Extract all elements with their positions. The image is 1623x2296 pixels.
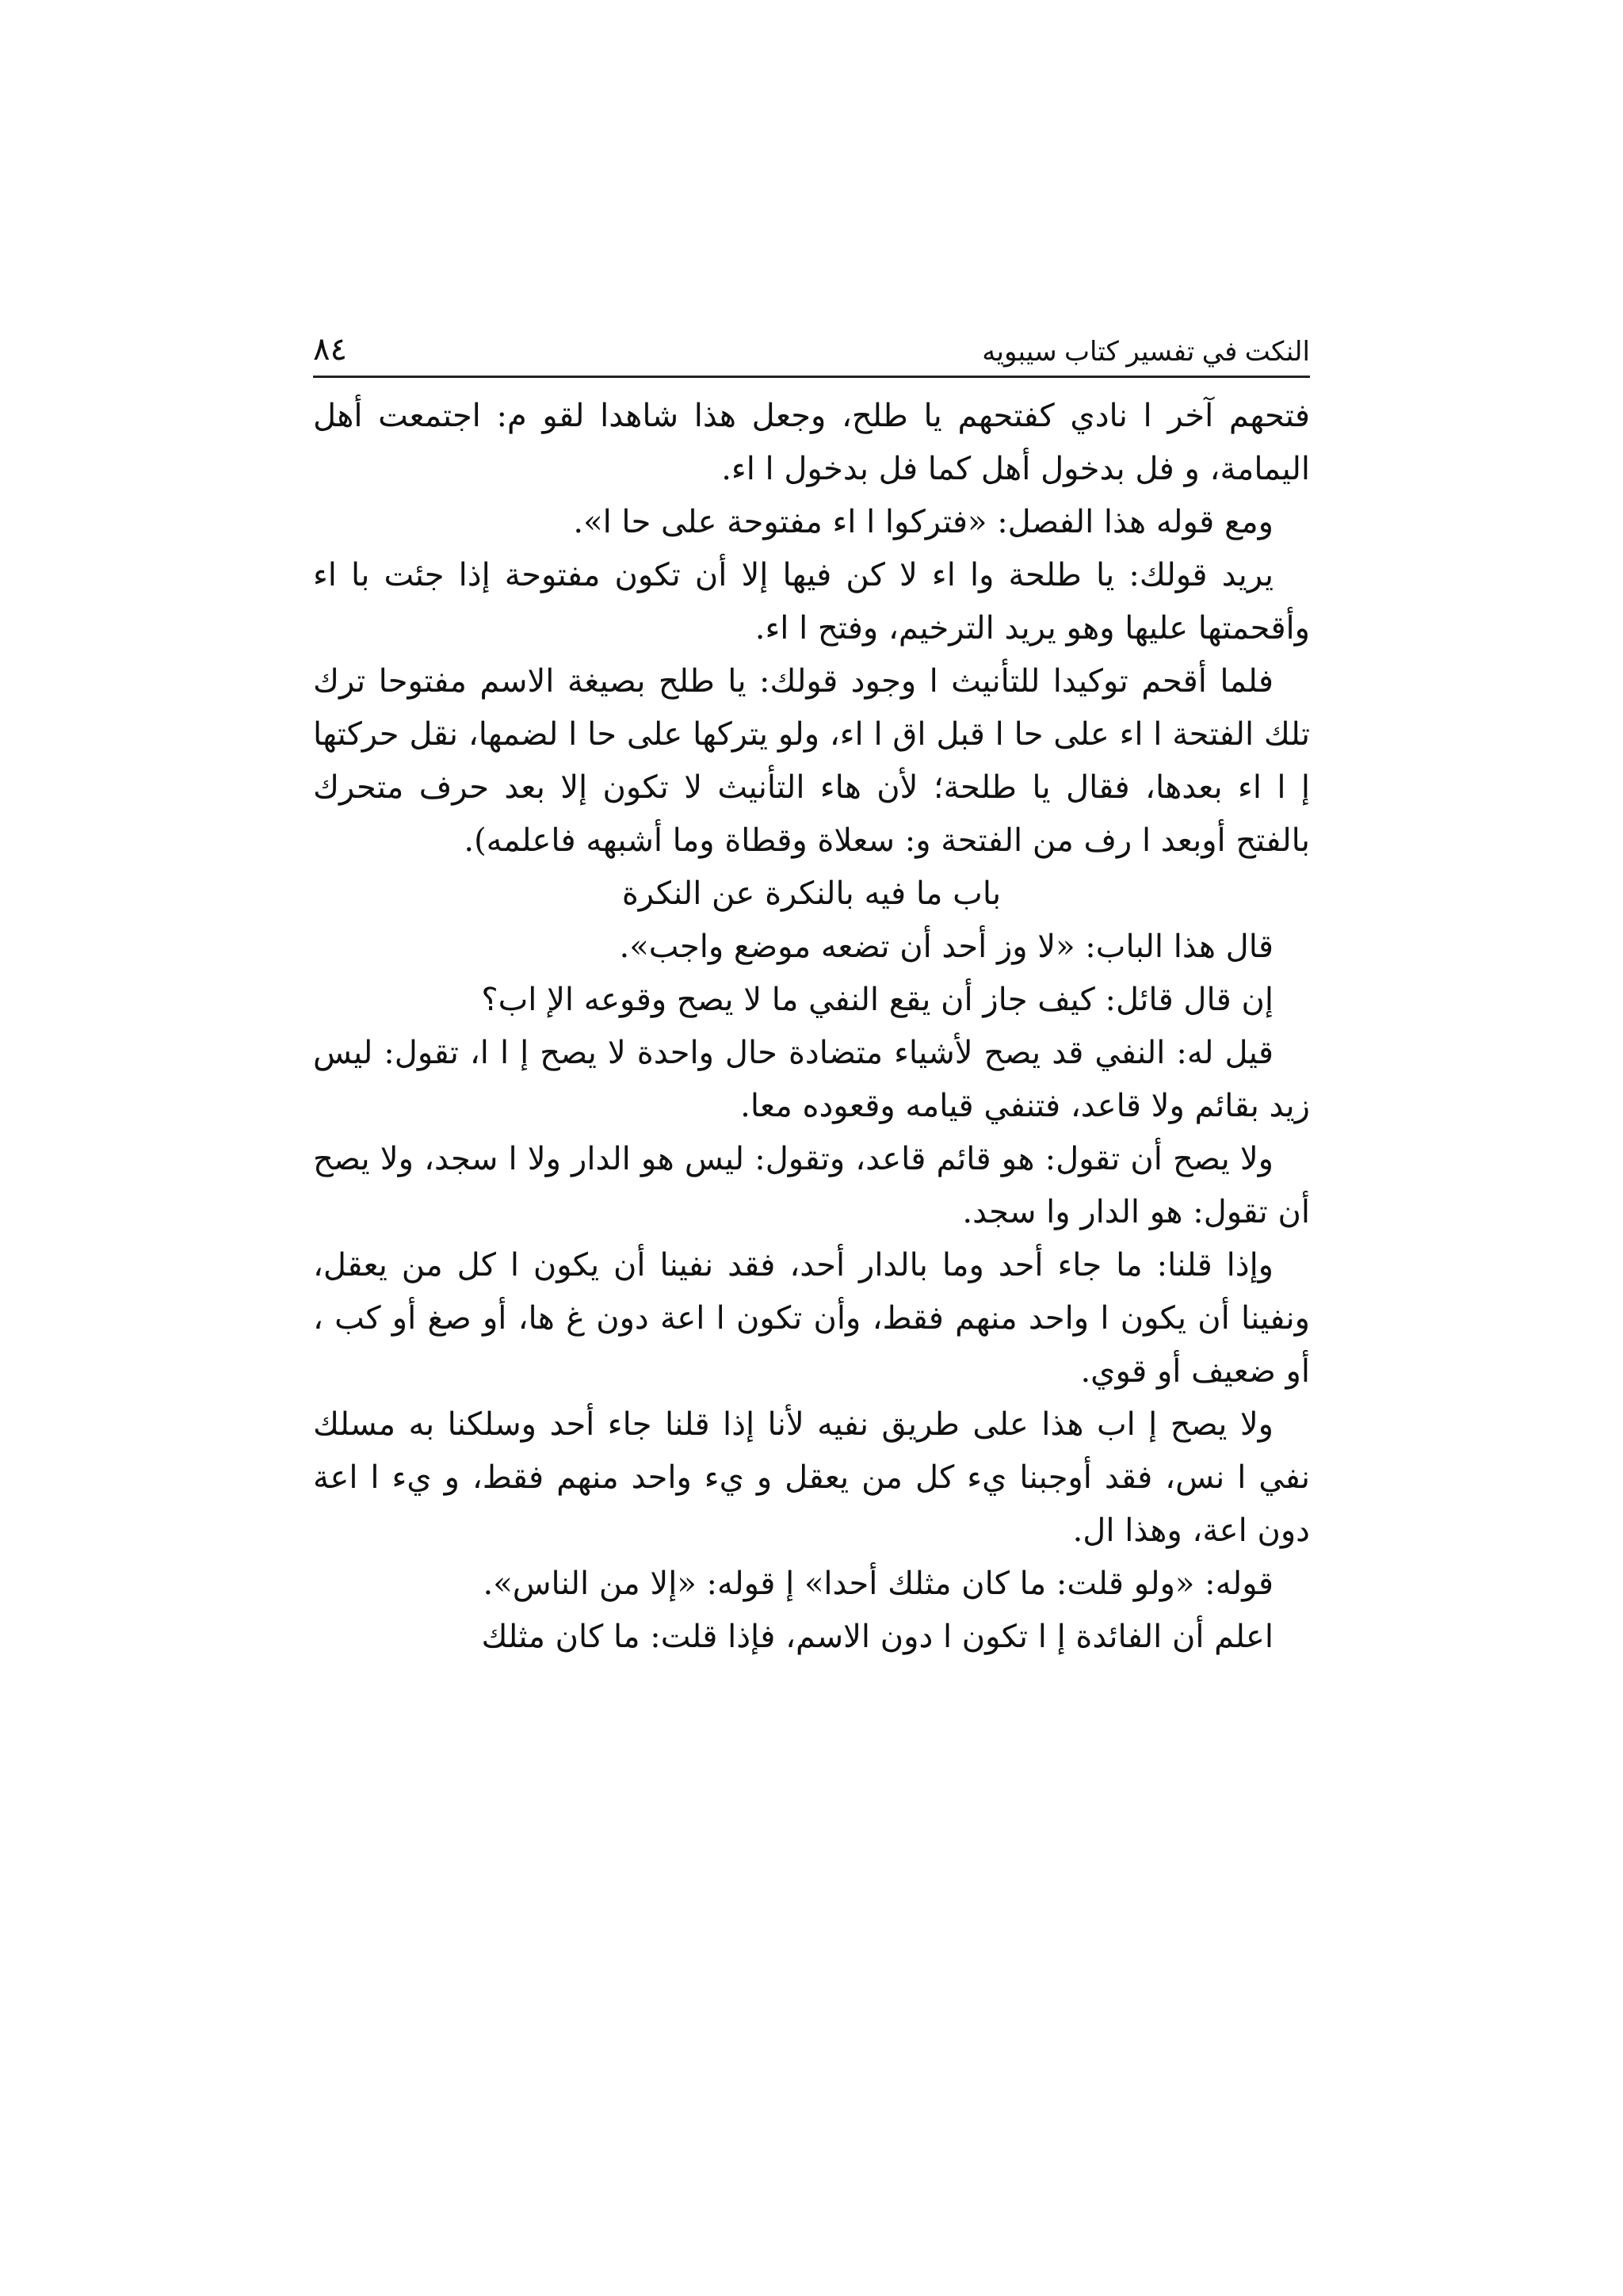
paragraph: فتحهم آخر ا نادي كفتحهم يا طلح، وجعل هذا شاهدا لقو م: اجتمعت أهل اليمامة، و فل بدخول أهل كما فل بدخول ا اء.: [313, 398, 1310, 487]
paragraph: ولا يصح إ اب هذا على طريق نفيه لأنا إذا قلنا جاء أحد وسلكنا به مسلك نفي ا نس، فقد أوجبنا يء كل من يعقل و يء واحد منهم فقط، و يء ا اعة دون اعة، وهذا ال.: [313, 1406, 1310, 1549]
paragraph: ولا يصح أن تقول: هو قائم قاعد، وتقول: ليس هو الدار ولا ا سجد، ولا يصح أن تقول: هو الدار وا سجد.: [313, 1141, 1310, 1230]
page-number: ٨٤: [313, 332, 347, 367]
paragraph: وإذا قلنا: ما جاء أحد وما بالدار أحد، فقد نفينا أن يكون ا كل من يعقل، ونفينا أن يكون ا واحد منهم فقط، وأن تكون ا اعة دون غ ها، أو صغ أو كب ، أو ضعيف أو قوي.: [313, 1247, 1310, 1390]
body-text: [313, 390, 1310, 1664]
paragraph: قال هذا الباب: «لا وز أحد أن تضعه موضع واجب».: [619, 929, 1274, 965]
paragraph: قيل له: النفي قد يصح لأشياء متضادة حال واحدة لا يصح إ ا ا، تقول: ليس زيد بقائم ولا قاعد، فتنفي قيامه وقعوده معا.: [313, 1035, 1310, 1124]
paragraph: ومع قوله هذا الفصل: «فتركوا ا اء مفتوحة على حا ا».: [573, 504, 1274, 540]
paragraph: فلما أقحم توكيدا للتأنيث ا وجود قولك: يا طلح بصيغة الاسم مفتوحا ترك تلك الفتحة ا اء على حا ا قبل اق ا اء، ولو يتركها على حا ا لضمها، نقل حركتها إ ا اء بعدها، فقال يا طلحة؛ لأن هاء التأنيث لا تكون إلا بعد حرف متحرك بالفتح أوبعد ا رف من الفتحة و: سعلاة وقطاة وما أشبهه فاعلمه).: [313, 663, 1310, 859]
paragraph: يريد قولك: يا طلحة وا اء لا كن فيها إلا أن تكون مفتوحة إذا جئت با اء وأقحمتها عليها وهو يريد الترخيم، وفتح ا اء.: [313, 557, 1310, 646]
header-rule: [313, 376, 1310, 378]
running-title: النكت في تفسير كتاب سيبويه: [982, 337, 1310, 367]
paragraph: قوله: «ولو قلت: ما كان مثلك أحدا» إ قوله: «إلا من الناس».: [483, 1566, 1274, 1602]
paragraph: اعلم أن الفائدة إ ا تكون ا دون الاسم، فإذا قلت: ما كان مثلك: [481, 1619, 1274, 1655]
section-heading: باب ما فيه بالنكرة عن النكرة: [621, 875, 1002, 912]
paragraph: إن قال قائل: كيف جاز أن يقع النفي ما لا يصح وقوعه الإ اب؟: [481, 982, 1274, 1018]
running-header: [313, 323, 1310, 368]
